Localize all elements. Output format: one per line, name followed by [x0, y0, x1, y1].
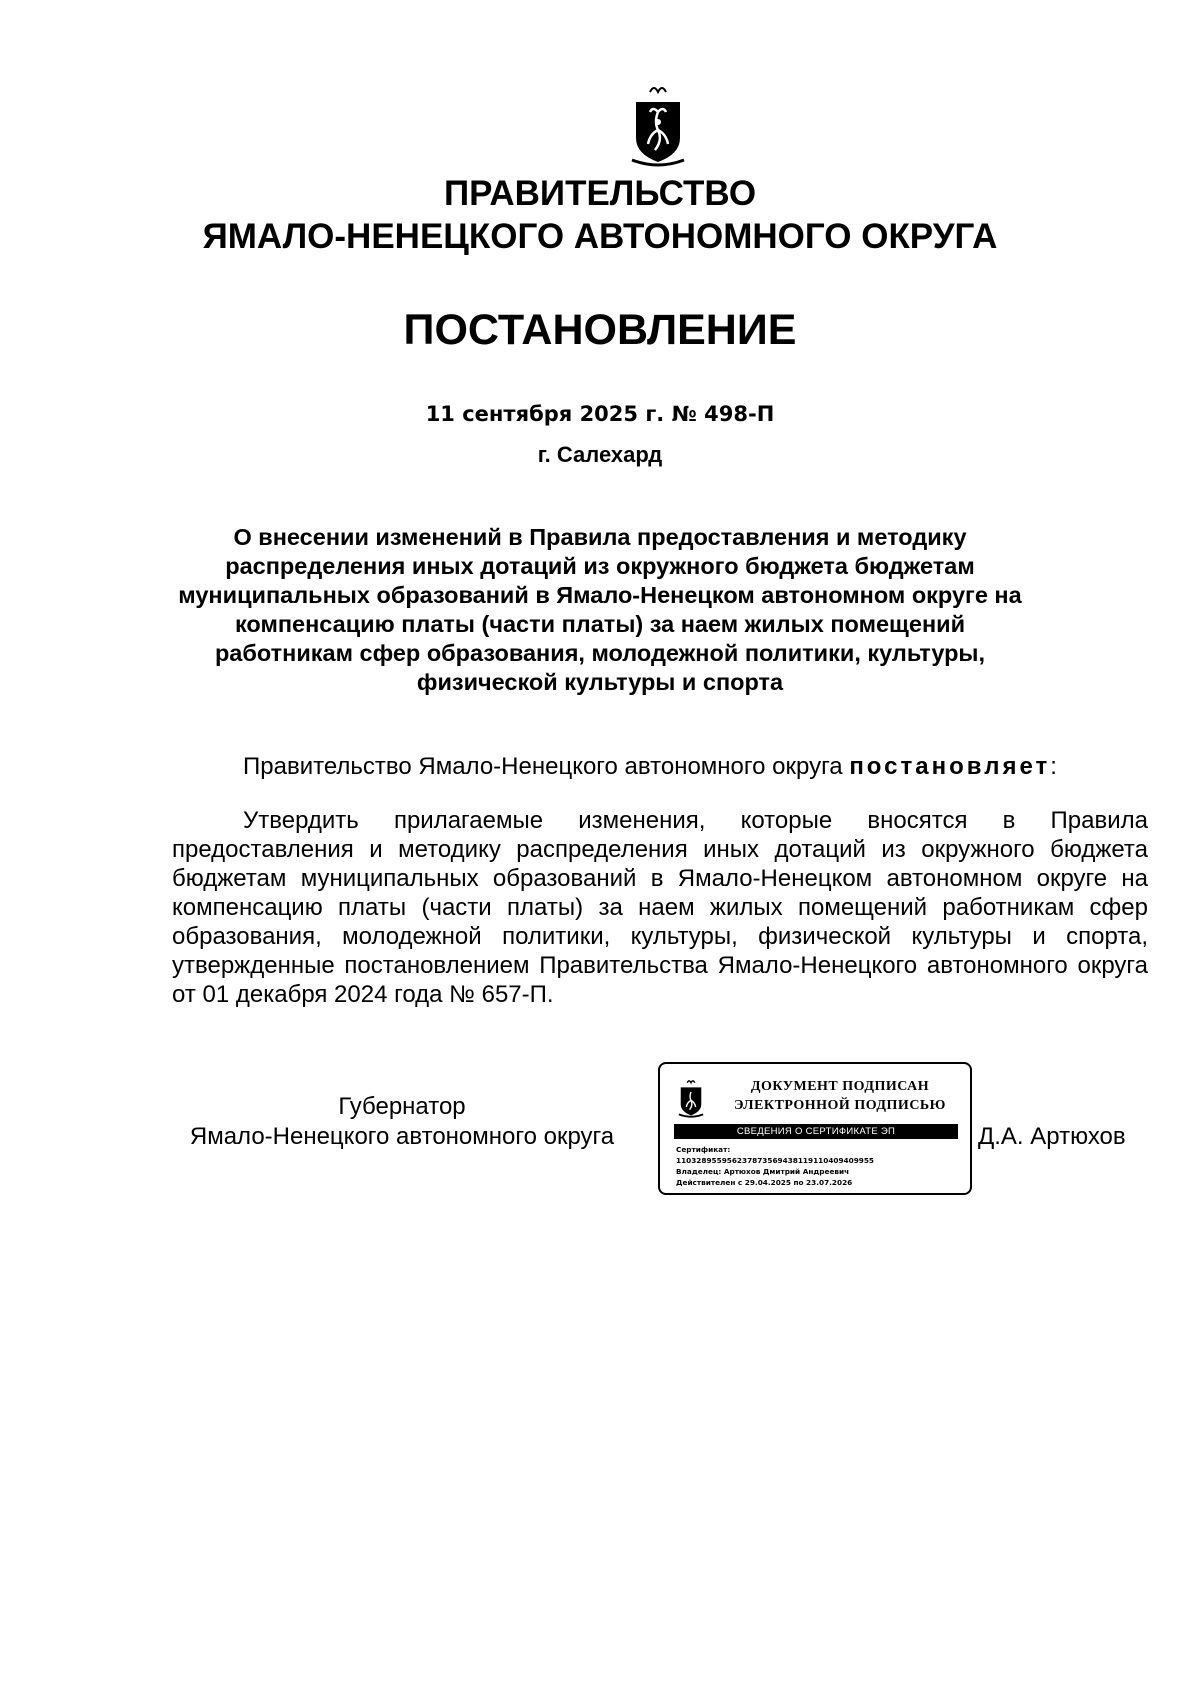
document-type: ПОСТАНОВЛЕНИЕ [403, 306, 797, 354]
subject-line: работникам сфер образования, молодежной политики, культуры, [214, 640, 986, 666]
certificate-validity: Действителен с 29.04.2025 по 23.07.2026 [676, 1178, 853, 1187]
certificate-info-bar: СВЕДЕНИЯ О СЕРТИФИКАТЕ ЭП [674, 1124, 958, 1139]
certificate-details [676, 1144, 874, 1188]
subject-line: физической культуры и спорта [416, 669, 784, 695]
organization-name [0, 172, 1200, 258]
date-number: 11 сентября 2025 г. № 498-П [425, 402, 775, 426]
certificate-label: Сертификат: [676, 1145, 731, 1154]
subject-line: О внесении изменений в Правила предоставления и методику [233, 524, 967, 550]
coat-of-arms-icon [628, 82, 688, 172]
signatory-title-line-1: Губернатор [338, 1093, 466, 1120]
certificate-number: 110328955956237873569438119110409409955 [676, 1156, 875, 1165]
subject-line: распределения иных дотаций из окружного бюджета бюджетам [225, 553, 975, 579]
decree-suffix: : [1050, 753, 1057, 780]
stamp-coat-of-arms-icon [677, 1077, 705, 1121]
stamp-title-line-1: ДОКУМЕНТ ПОДПИСАН [750, 1079, 930, 1094]
certificate-owner: Владелец: Артюхов Дмитрий Андреевич [676, 1167, 850, 1176]
decree-verb: постановляет [849, 753, 1051, 780]
stamp-title-line-2: ЭЛЕКТРОННОЙ ПОДПИСЬЮ [734, 1098, 946, 1113]
body-paragraph: Утвердить прилагаемые изменения, которые вносятся в Правила предоставления и методику распределения иных дотаций из окружного бюджета бюджетам муниципальных образований в Ямало-Ненецком автономном округе на компенсацию платы (части платы) за наем жилых помещений работникам сфер образования, молодежной политики, культуры, физической культуры и спорта, утвержденные постановлением Правительства Ямало-Ненецкого автономного округа от 01 декабря 2024 года № 657-П. [172, 807, 1148, 1008]
signatory-title [172, 1092, 632, 1152]
subject-line: муниципальных образований в Ямало-Ненецком автономном округе на [178, 582, 1022, 608]
organization-line-1: ПРАВИТЕЛЬСТВО [443, 174, 757, 213]
electronic-signature-stamp [658, 1062, 972, 1195]
signatory-title-line-2: Ямало-Ненецкого автономного округа [189, 1123, 615, 1150]
document-subject [150, 523, 1050, 697]
stamp-title [715, 1077, 965, 1115]
organization-line-2: ЯМАЛО-НЕНЕЦКОГО АВТОНОМНОГО ОКРУГА [202, 217, 998, 256]
city: г. Салехард [537, 442, 663, 467]
subject-line: компенсацию платы (части платы) за наем жилых помещений [234, 611, 966, 637]
decree-statement [243, 752, 1057, 782]
decree-prefix: Правительство Ямало-Ненецкого автономного округа [243, 753, 850, 780]
signatory-name: Д.А. Артюхов [978, 1123, 1126, 1150]
